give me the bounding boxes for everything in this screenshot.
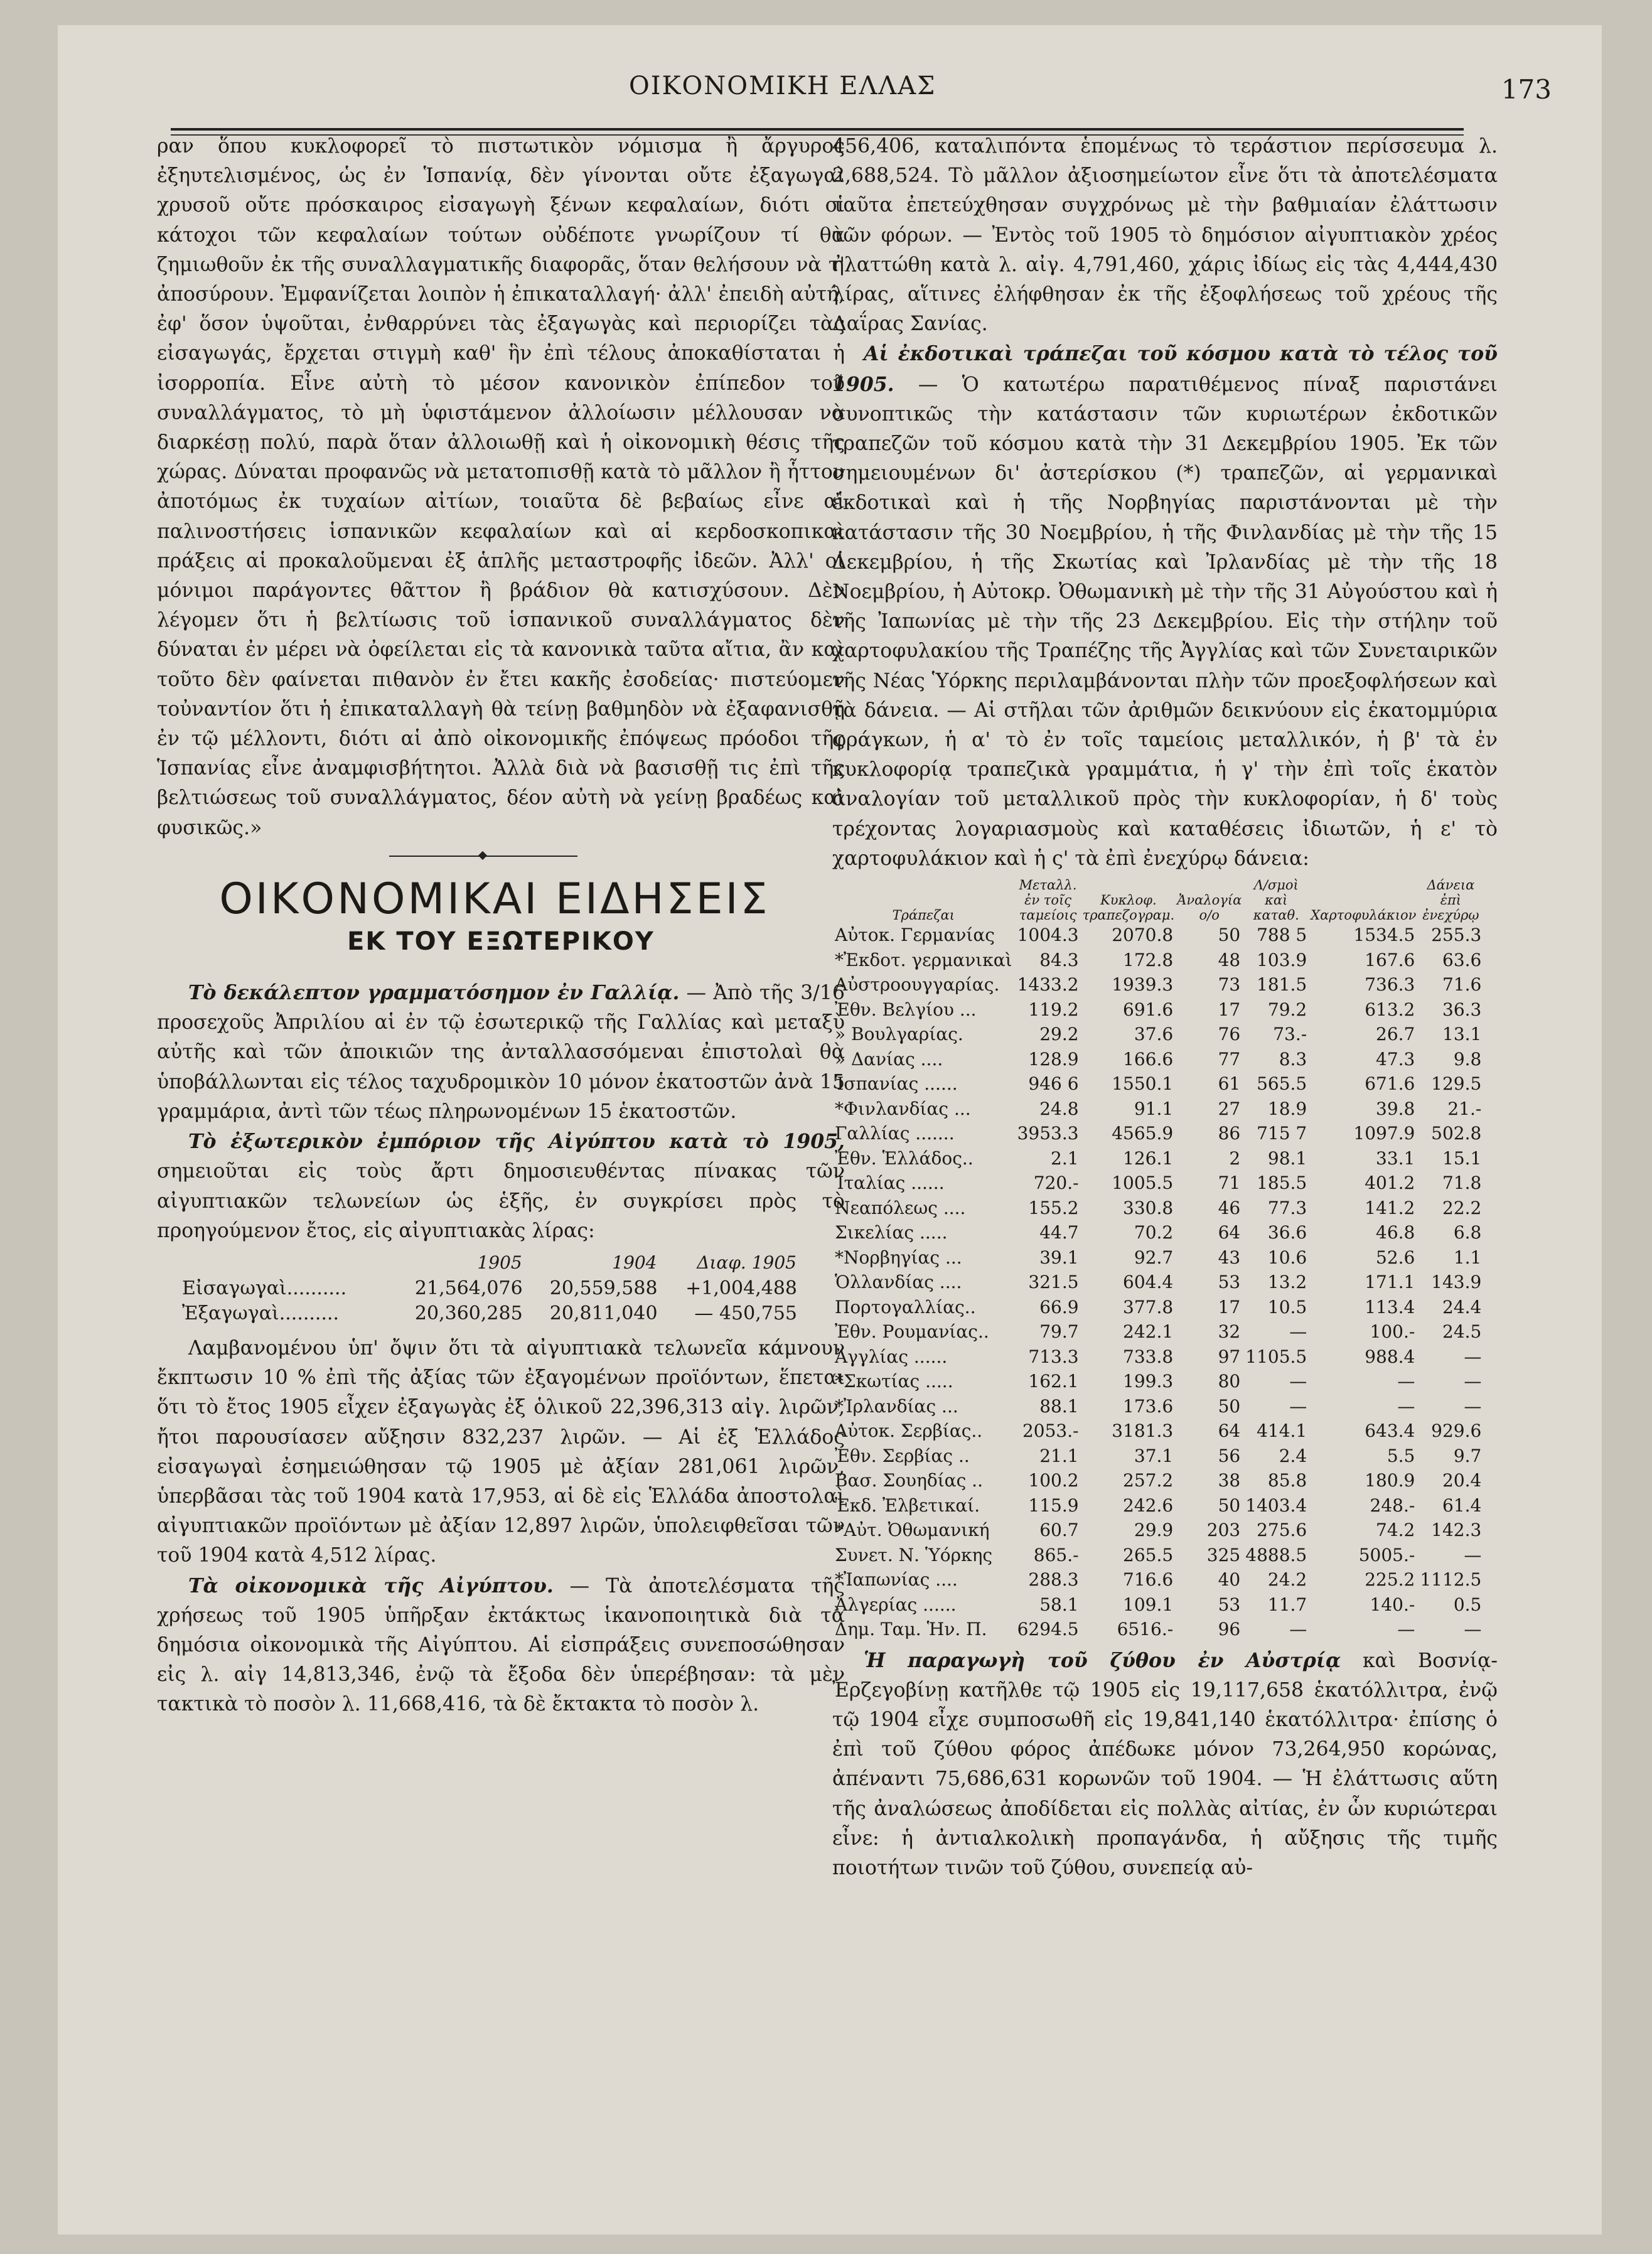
news-text-continued: Λαμβανομένου ὑπ' ὄψιν ὅτι τὰ αἰγυπτιακὰ τελωνεῖα κάμνουν ἔκπτωσιν 10 % ἐπὶ τῆς ἀξίας τῶν ἐξαγομένων προϊόντων, ἕπεται ὅτι τὸ ἔτος 1905 εἶχεν ἐξαγωγὰς ἐξ ὁλικοῦ 22,396,313 αἰγ. λιρῶν, ἤτοι παρουσίασεν αὔξησιν 832,237 λιρῶν. — Αἱ ἐξ Ἑλλάδος εἰσαγωγαὶ ἐσημειώθησαν τῷ 1905 μὲ ἀξίαν 281,061 λιρῶν, ὑπερβᾶσαι τὰς τοῦ 1904 κατὰ 17,953, αἱ δὲ εἰς Ἑλλάδα ἀποστολαὶ αἰγυπτιακῶν προϊόντων μὲ ἀξίαν 12,897 λιρῶν, ὑπολειφθεῖσαι τῶν τοῦ 1904 κατὰ 4,512 λίρας. bbox=[157, 1336, 845, 1567]
table-cell: 37.1 bbox=[1134, 1445, 1174, 1466]
table-cell: 2053.- bbox=[1022, 1420, 1079, 1442]
bank-name-cell: *Φινλανδίας ... bbox=[835, 1098, 971, 1119]
table-cell: — 450,755 bbox=[694, 1302, 797, 1324]
table-cell: 76 bbox=[1218, 1024, 1241, 1045]
table-header-cell: Τράπεζαι bbox=[892, 908, 955, 923]
table-cell: 2070.8 bbox=[1112, 925, 1174, 946]
table-cell: 1534.5 bbox=[1353, 925, 1415, 946]
table-cell: 53 bbox=[1218, 1594, 1241, 1615]
table-cell: 85.8 bbox=[1267, 1470, 1307, 1491]
table-cell: 713.3 bbox=[1028, 1346, 1079, 1367]
table-cell: 325 bbox=[1206, 1544, 1241, 1565]
section-subtitle: ΕΚ ΤΟΥ ΕΞΩΤΕΡΙΚΟΥ bbox=[347, 926, 655, 956]
bank-name-cell: Ἀγγλίας ...... bbox=[835, 1346, 948, 1367]
table-cell: 56 bbox=[1218, 1445, 1241, 1466]
table-cell: 255.3 bbox=[1431, 925, 1482, 946]
page bbox=[58, 25, 1602, 2235]
bank-name-cell: Αὐτοκ. Γερμανίας bbox=[835, 925, 995, 946]
table-row bbox=[832, 1444, 1484, 1469]
table-cell: 38 bbox=[1218, 1470, 1241, 1491]
table-cell: 48 bbox=[1218, 949, 1241, 970]
table-cell: 1097.9 bbox=[1353, 1123, 1415, 1144]
table-row bbox=[832, 1419, 1484, 1444]
table-cell: 21,564,076 bbox=[414, 1277, 523, 1299]
table-cell: 715 7 bbox=[1257, 1123, 1307, 1144]
table-cell: 58.1 bbox=[1039, 1594, 1079, 1615]
table-row bbox=[832, 1567, 1484, 1592]
news-heading: Ἡ παραγωγὴ τοῦ ζύθου ἐν Αὐστρίᾳ bbox=[864, 1648, 1341, 1672]
table-cell: 401.2 bbox=[1365, 1173, 1415, 1194]
table-cell: 141.2 bbox=[1365, 1197, 1415, 1218]
table-cell: 265.5 bbox=[1123, 1544, 1174, 1565]
table-cell: — bbox=[1464, 1395, 1482, 1417]
news-item-beer bbox=[832, 1646, 1498, 1884]
table-cell: — bbox=[1397, 1371, 1415, 1392]
table-cell: — bbox=[1464, 1371, 1482, 1392]
table-row bbox=[832, 948, 1484, 973]
table-cell: 180.9 bbox=[1365, 1470, 1415, 1491]
table-header-cell: Λ/σμοὶ καὶ καταθ. bbox=[1253, 877, 1299, 923]
table-cell: 46.8 bbox=[1376, 1222, 1415, 1243]
table-cell: 29.9 bbox=[1134, 1520, 1174, 1541]
table-cell: 275.6 bbox=[1257, 1520, 1307, 1541]
bank-name-cell: Ἐθν. Ρουμανίας.. bbox=[835, 1321, 989, 1343]
bank-name-cell: Ὁλλανδίας .... bbox=[835, 1272, 962, 1293]
table-cell: 6.8 bbox=[1453, 1222, 1482, 1243]
table-cell: 671.6 bbox=[1365, 1073, 1415, 1095]
table-cell: 1112.5 bbox=[1420, 1569, 1482, 1591]
table-cell: 50 bbox=[1218, 1495, 1241, 1516]
table-cell: 71.8 bbox=[1442, 1173, 1482, 1194]
table-cell: 199.3 bbox=[1123, 1371, 1174, 1392]
table-row bbox=[832, 1344, 1484, 1370]
bank-name-cell: *Σκωτίας ..... bbox=[835, 1371, 953, 1392]
table-cell: 4888.5 bbox=[1245, 1544, 1307, 1565]
table-cell: 79.7 bbox=[1039, 1321, 1079, 1343]
table-cell: 4565.9 bbox=[1112, 1123, 1174, 1144]
table-cell: — bbox=[1464, 1346, 1482, 1367]
news-heading: Τὸ δεκάλεπτον γραμματόσημον ἐν Γαλλίᾳ. bbox=[188, 981, 680, 1005]
table-cell: 1005.5 bbox=[1112, 1173, 1174, 1194]
table-cell: 97 bbox=[1218, 1346, 1241, 1367]
bank-name-cell: Ἐκδ. Ἐλβετικαί. bbox=[835, 1495, 980, 1516]
header-rule bbox=[171, 128, 1464, 131]
table-cell: 24.2 bbox=[1267, 1569, 1307, 1591]
table-row bbox=[832, 1394, 1484, 1419]
table-cell: — bbox=[1397, 1395, 1415, 1417]
bank-name-cell: Νεαπόλεως .... bbox=[835, 1197, 966, 1218]
table-row bbox=[832, 972, 1484, 997]
table-cell: 140.- bbox=[1370, 1594, 1415, 1615]
table-cell: 9.8 bbox=[1453, 1048, 1482, 1070]
bank-name-cell: Ἐθν. Ἑλλάδος.. bbox=[835, 1147, 973, 1169]
table-row bbox=[832, 1220, 1484, 1245]
table-cell: 47.3 bbox=[1376, 1048, 1415, 1070]
table-cell: 155.2 bbox=[1028, 1197, 1079, 1218]
table-cell: 20,559,588 bbox=[549, 1277, 658, 1299]
table-cell: 865.- bbox=[1033, 1544, 1079, 1565]
table-cell: 36.3 bbox=[1442, 999, 1482, 1020]
table-cell: 29.2 bbox=[1039, 1024, 1079, 1045]
table-cell: 17 bbox=[1218, 999, 1241, 1020]
bank-name-cell: *Ἰρλανδίας ... bbox=[835, 1395, 958, 1417]
table-cell: 61 bbox=[1218, 1073, 1241, 1095]
table-cell: 100.- bbox=[1370, 1321, 1415, 1343]
table-cell: 946 6 bbox=[1028, 1073, 1079, 1095]
table-cell: 330.8 bbox=[1123, 1197, 1174, 1218]
table-header-cell: Ἀναλογία ο/ο bbox=[1177, 893, 1242, 923]
table-cell: 242.6 bbox=[1123, 1495, 1174, 1516]
news-heading: Τὰ οἰκονομικὰ τῆς Αἰγύπτου. bbox=[188, 1574, 554, 1597]
table-row bbox=[832, 1270, 1484, 1295]
table-cell: 20,360,285 bbox=[414, 1302, 523, 1324]
table-cell: 46 bbox=[1218, 1197, 1241, 1218]
table-cell: 77.3 bbox=[1267, 1197, 1307, 1218]
table-cell: 115.9 bbox=[1028, 1495, 1079, 1516]
table-cell: 73 bbox=[1218, 974, 1241, 996]
table-cell: 71.6 bbox=[1442, 974, 1482, 996]
table-cell: +1,004,488 bbox=[685, 1277, 797, 1299]
table-cell: 11.7 bbox=[1267, 1594, 1307, 1615]
table-cell: Ἐξαγωγαὶ.......... bbox=[182, 1302, 340, 1324]
table-cell: 2.1 bbox=[1051, 1147, 1079, 1169]
table-cell: 613.2 bbox=[1365, 999, 1415, 1020]
issuing-banks-table bbox=[832, 877, 1484, 1642]
table-cell: 32 bbox=[1218, 1321, 1241, 1343]
table-cell: 39.8 bbox=[1376, 1098, 1415, 1119]
news-heading: Αἱ ἐκδοτικαὶ τράπεζαι τοῦ κόσμου κατὰ τὸ τέλος τοῦ 1905. bbox=[832, 342, 1498, 396]
table-cell: 24.5 bbox=[1442, 1321, 1482, 1343]
table-cell: 736.3 bbox=[1365, 974, 1415, 996]
table-cell: 74.2 bbox=[1376, 1520, 1415, 1541]
news-item-stamp bbox=[157, 978, 845, 1127]
bank-name-cell: Γαλλίας ....... bbox=[835, 1123, 955, 1144]
table-row bbox=[832, 1518, 1484, 1543]
table-header-cell: Μεταλλ. ἐν τοῖς ταμείοις bbox=[1019, 877, 1077, 923]
table-cell: 26.7 bbox=[1376, 1024, 1415, 1045]
table-row bbox=[832, 1097, 1484, 1122]
table-cell: — bbox=[1289, 1395, 1307, 1417]
table-cell: 5.5 bbox=[1386, 1445, 1415, 1466]
table-row bbox=[832, 1543, 1484, 1568]
table-cell: 103.9 bbox=[1257, 949, 1307, 970]
table-cell: 8.3 bbox=[1279, 1048, 1307, 1070]
news-text: καὶ Βοσνίᾳ-Ἐρζεγοβίνῃ κατῆλθε τῷ 1905 εἰς 19,117,658 ἑκατόλλιτρα, ἐνῷ τῷ 1904 εἶχε συμποσωθῆ εἰς 19,841,140 ἑκατόλλιτρα· ἐπίσης ὁ ἐπὶ τοῦ ζύθου φόρος ἀπέδωκε μόνον 73,264,950 κορώνας, ἀπέναντι 75,686,631 κορωνῶν τοῦ 1904. — Ἡ ἐλάττωσις αὕτη τῆς ἀναλώσεως ἀποδίδεται εἰς πολλὰς αἰτίας, ἐν ὧν κυριώτεραι εἶνε: ἡ ἀντιαλκολικὴ προπαγάνδα, ἡ αὔξησις τῆς τιμῆς ποιοτήτων τινῶν τοῦ ζύθου, συνεπείᾳ αὐ- bbox=[832, 1649, 1498, 1879]
table-cell: 288.3 bbox=[1028, 1569, 1079, 1591]
table-row bbox=[832, 1369, 1484, 1394]
continued-paragraph: ραν ὅπου κυκλοφορεῖ τὸ πιστωτικὸν νόμισμα ἢ ἄργυρος ἐξηυτελισμένος, ὡς ἐν Ἱσπανίᾳ, δὲν γίνονται οὔτε ἐξαγωγαὶ χρυσοῦ οὔτε πρόσκαιρος εἰσαγωγὴ ξένων κεφαλαίων, διότι οἱ κάτοχοι τῶν κεφαλαίων τούτων οὐδέποτε γνωρίζουν τί θὰ ζημιωθοῦν ἐκ τῆς συναλλαγματικῆς διαφορᾶς, ὅταν θελήσουν νὰ τ' ἀποσύρουν. Ἐμφανίζεται λοιπὸν ἡ ἐπικαταλλαγή· ἀλλ' ἐπειδὴ αὐτή, ἐφ' ὅσον ὑψοῦται, ἐνθαρρύνει τὰς ἐξαγωγὰς καὶ περιορίζει τὰς εἰσαγωγάς, ἔρχεται στιγμὴ καθ' ἣν ἐπὶ τέλους ἀποκαθίσταται ἡ ἰσορροπία. Εἶνε αὐτὴ τὸ μέσον κανονικὸν ἐπίπεδον τοῦ συναλλάγματος, τὸ μὴ ὑφιστάμενον ἀλλοίωσιν μέλλουσαν νὰ διαρκέσῃ πολύ, παρὰ ὅταν ἀλλοιωθῇ καὶ ἡ οἰκονομικὴ θέσις τῆς χώρας. Δύναται προφανῶς νὰ μετατοπισθῇ κατὰ τὸ μᾶλλον ἢ ἧττον ἀποτόμως ἐκ τυχαίων αἰτίων, τοιαῦτα δὲ βεβαίως εἶνε αἱ παλινοστήσεις ἱσπανικῶν κεφαλαίων καὶ αἱ κερδοσκοπικαὶ πράξεις αἱ προκαλοῦμεναι ἐξ ἁπλῆς μεταστροφῆς ἰδεῶν. Ἀλλ' οἱ μόνιμοι παράγοντες θᾶττον ἢ βράδιον θὰ κατισχύσουν. Δὲν λέγομεν ὅτι ἡ βελτίωσις τοῦ ἱσπανικοῦ συναλλάγματος δὲν δύναται ἐν μέρει νὰ ὀφείλεται εἰς τὰ κανονικὰ ταῦτα αἴτια, ἂν καὶ τοῦτο δὲν φαίνεται πιθανὸν ἐν ἔτει κακῆς ἐσοδείας· πιστεύομεν τοὐναντίον ὅτι ἡ ἐπικαταλλαγὴ θὰ τείνῃ βαθμηδὸν νὰ ἐξαφανισθῇ ἐν τῷ μέλλοντι, διότι αἱ ἀπὸ οἰκονομικῆς ἐπόψεως πρόοδοι τῆς Ἱσπανίας εἶνε ἀναμφισβήτητοι. Ἀλλὰ διὰ νὰ βασισθῇ τις ἐπὶ τῆς βελτιώσεως τοῦ συναλλάγματος, δέον αὐτὴ νὰ γείνῃ βραδέως καὶ φυσικῶς.» bbox=[157, 135, 845, 839]
table-row bbox=[832, 1319, 1484, 1344]
running-title: ΟΙΚΟΝΟΜΙΚΗ ΕΛΛΑΣ bbox=[629, 72, 936, 100]
table-cell: 40 bbox=[1218, 1569, 1241, 1591]
table-cell: 113.4 bbox=[1365, 1296, 1415, 1318]
table-cell: 73.- bbox=[1273, 1024, 1307, 1045]
table-body bbox=[832, 923, 1484, 1642]
table-cell: 2.4 bbox=[1279, 1445, 1307, 1466]
table-cell: 6516.- bbox=[1117, 1619, 1174, 1640]
table-cell: 91.1 bbox=[1134, 1098, 1174, 1119]
table-row bbox=[832, 1196, 1484, 1221]
table-row bbox=[832, 1592, 1484, 1618]
table-row bbox=[832, 1468, 1484, 1493]
table-cell: — bbox=[1289, 1619, 1307, 1640]
table-cell: 377.8 bbox=[1123, 1296, 1174, 1318]
table-cell: 64 bbox=[1218, 1420, 1241, 1442]
table-cell: 119.2 bbox=[1028, 999, 1079, 1020]
table-cell: 1550.1 bbox=[1112, 1073, 1174, 1095]
table-cell: — bbox=[1289, 1321, 1307, 1343]
bank-name-cell: *Ἐκδοτ. γερμανικαὶ bbox=[835, 949, 1012, 970]
table-row bbox=[182, 1276, 797, 1301]
table-cell: 565.5 bbox=[1257, 1073, 1307, 1095]
table-cell: 36.6 bbox=[1267, 1222, 1307, 1243]
table-cell: 166.6 bbox=[1123, 1048, 1174, 1070]
table-cell: 3953.3 bbox=[1017, 1123, 1079, 1144]
table-cell: 53 bbox=[1218, 1272, 1241, 1293]
table-cell: 33.1 bbox=[1376, 1147, 1415, 1169]
table-cell: 10.5 bbox=[1267, 1296, 1307, 1318]
table-cell: 126.1 bbox=[1123, 1147, 1174, 1169]
table-cell: 929.6 bbox=[1431, 1420, 1482, 1442]
table-cell: 79.2 bbox=[1267, 999, 1307, 1020]
bank-name-cell: *Αὐτ. Ὀθωμανική bbox=[835, 1520, 990, 1541]
table-cell: 61.4 bbox=[1442, 1495, 1482, 1516]
table-cell: 92.7 bbox=[1134, 1247, 1174, 1268]
table-cell: — bbox=[1464, 1544, 1482, 1565]
table-cell: 185.5 bbox=[1257, 1173, 1307, 1194]
table-cell: 60.7 bbox=[1039, 1520, 1079, 1541]
bank-name-cell: Αὐτοκ. Σερβίας.. bbox=[835, 1420, 983, 1442]
section-separator bbox=[389, 852, 577, 861]
table-cell: 39.1 bbox=[1039, 1247, 1079, 1268]
table-row bbox=[832, 923, 1484, 948]
table-header-row bbox=[832, 877, 1484, 923]
table-cell: 203 bbox=[1206, 1520, 1241, 1541]
table-cell: 77 bbox=[1218, 1048, 1241, 1070]
table-row bbox=[832, 1295, 1484, 1320]
table-cell: 15.1 bbox=[1442, 1147, 1482, 1169]
table-cell: 225.2 bbox=[1365, 1569, 1415, 1591]
table-cell: 86 bbox=[1218, 1123, 1241, 1144]
table-cell: 13.2 bbox=[1267, 1272, 1307, 1293]
table-cell: 22.2 bbox=[1442, 1197, 1482, 1218]
news-text: — Ἀπὸ τῆς 3/16 προσεχοῦς Ἀπριλίου αἱ ἐν τῷ ἐσωτερικῷ τῆς Γαλλίας καὶ μεταξὺ αὐτῆς καὶ τῶν ἀποικιῶν της ἀνταλλασσόμεναι ἐπιστολαὶ θὰ ὑποβάλλωνται εἰς τέλος ταχυδρομικὸν 10 μόνον ἑκατοστῶν ἀνὰ 15 γραμμάρια, ἀντὶ τῶν τέως πληρωνομένων 15 ἑκατοστῶν. bbox=[157, 982, 845, 1123]
table-cell: 66.9 bbox=[1039, 1296, 1079, 1318]
table-header-cell bbox=[182, 1250, 388, 1276]
table-cell: — bbox=[1464, 1619, 1482, 1640]
table-row bbox=[832, 1245, 1484, 1270]
table-cell: 414.1 bbox=[1257, 1420, 1307, 1442]
table-cell: 143.9 bbox=[1431, 1272, 1482, 1293]
news-item-egypt-trade bbox=[157, 1127, 845, 1246]
bank-name-cell: Ἐθν. Βελγίου ... bbox=[835, 999, 977, 1020]
table-cell: 21.1 bbox=[1039, 1445, 1079, 1466]
table-cell: 43 bbox=[1218, 1247, 1241, 1268]
bank-name-cell: Βασ. Σουηδίας .. bbox=[835, 1470, 983, 1491]
table-cell: 98.1 bbox=[1267, 1147, 1307, 1169]
ornament-diamond-icon bbox=[478, 851, 487, 860]
table-cell: 988.4 bbox=[1365, 1346, 1415, 1367]
table-cell: 20.4 bbox=[1442, 1470, 1482, 1491]
bank-name-cell: » Βουλγαρίας. bbox=[835, 1024, 963, 1045]
table-cell: 64 bbox=[1218, 1222, 1241, 1243]
bank-name-cell: Σικελίας ..... bbox=[835, 1222, 948, 1243]
bank-name-cell: *Νορβηγίας ... bbox=[835, 1247, 962, 1268]
table-cell: — bbox=[1289, 1371, 1307, 1392]
table-cell: 17 bbox=[1218, 1296, 1241, 1318]
table-cell: 142.3 bbox=[1431, 1520, 1482, 1541]
table-cell: 70.2 bbox=[1134, 1222, 1174, 1243]
page-header bbox=[58, 55, 1602, 105]
table-cell: 24.4 bbox=[1442, 1296, 1482, 1318]
bank-name-cell: Αὐστροουγγαρίας. bbox=[835, 974, 1000, 996]
table-cell: 242.1 bbox=[1123, 1321, 1174, 1343]
table-cell: 50 bbox=[1218, 1395, 1241, 1417]
table-header-cell: Δάνεια ἐπὶ ἐνεχύρῳ bbox=[1422, 877, 1479, 923]
table-header-cell: 1905 bbox=[477, 1252, 522, 1273]
table-cell: 1105.5 bbox=[1245, 1346, 1307, 1367]
news-heading: Τὸ ἐξωτερικὸν ἐμπόριον τῆς Αἰγύπτου κατὰ τὸ 1905, bbox=[188, 1130, 845, 1154]
table-cell: 71 bbox=[1218, 1173, 1241, 1194]
table-header-cell: Κυκλοφ. τραπεζογραμ. bbox=[1082, 893, 1175, 923]
bank-name-cell: Ἀλγερίας ...... bbox=[835, 1594, 957, 1615]
table-cell: 167.6 bbox=[1365, 949, 1415, 970]
table-cell: — bbox=[1397, 1619, 1415, 1640]
table-header-row bbox=[182, 1250, 797, 1276]
table-cell: 1004.3 bbox=[1017, 925, 1079, 946]
table-cell: 9.7 bbox=[1453, 1445, 1482, 1466]
news-item-egypt-finance bbox=[157, 1571, 845, 1720]
table-cell: 27 bbox=[1218, 1098, 1241, 1119]
table-cell: 88.1 bbox=[1039, 1395, 1079, 1417]
table-cell: 248.- bbox=[1370, 1495, 1415, 1516]
news-text: σημειοῦται εἰς τοὺς ἄρτι δημοσιευθέντας πίνακας τῶν αἰγυπτιακῶν τελωνείων ὡς ἑξῆς, ἐν συγκρίσει πρὸς τὸ προηγούμενον ἔτος, εἰς αἰγυπτιακὰς λίρας: bbox=[157, 1160, 845, 1242]
table-row bbox=[832, 1121, 1484, 1146]
table-cell: 80 bbox=[1218, 1371, 1241, 1392]
table-row bbox=[832, 997, 1484, 1022]
continued-paragraph: 456,406, καταλιπόντα ἑπομένως τὸ τεράστιον περίσσευμα λ. 2,688,524. Τὸ μᾶλλον ἀξιοσημείωτον εἶνε ὅτι τὰ ἀποτελέσματα ταῦτα ἐπετεύχθησαν συγχρόνως μὲ τὴν βαθμιαίαν ἐλάττωσιν τῶν φόρων. — Ἐντὸς τοῦ 1905 τὸ δημόσιον αἰγυπτιακὸν χρέος ἠλαττώθη κατὰ λ. αἰγ. 4,791,460, χάρις ἰδίως εἰς τὰς 4,444,430 λίρας, αἵτινες ἐλήφθησαν ἐκ τῆς ἐξοφλήσεως τοῦ χρέους τῆς Δαΐρας Σανίας. bbox=[832, 135, 1498, 336]
left-column bbox=[157, 132, 845, 1720]
table-cell: 100.2 bbox=[1028, 1470, 1079, 1491]
bank-name-cell: Δημ. Ταμ. Ἡν. Π. bbox=[835, 1619, 987, 1640]
table-cell: 502.8 bbox=[1431, 1123, 1482, 1144]
table-cell: 162.1 bbox=[1028, 1371, 1079, 1392]
table-cell: 2 bbox=[1229, 1147, 1241, 1169]
bank-name-cell: Ἰταλίας ...... bbox=[835, 1173, 945, 1194]
table-cell: 20,811,040 bbox=[549, 1302, 658, 1324]
table-cell: 733.8 bbox=[1123, 1346, 1174, 1367]
table-cell: 109.1 bbox=[1123, 1594, 1174, 1615]
table-cell: 13.1 bbox=[1442, 1024, 1482, 1045]
table-cell: 0.5 bbox=[1453, 1594, 1482, 1615]
table-cell: 720.- bbox=[1033, 1173, 1079, 1194]
table-cell: 52.6 bbox=[1376, 1247, 1415, 1268]
bank-name-cell: Συνετ. Ν. Ὑόρκης bbox=[835, 1544, 993, 1565]
table-cell: 691.6 bbox=[1123, 999, 1174, 1020]
table-cell: 24.8 bbox=[1039, 1098, 1079, 1119]
table-header-cell: Χαρτοφυλάκιον bbox=[1311, 908, 1417, 923]
table-cell: 788 5 bbox=[1257, 925, 1307, 946]
table-cell: 1.1 bbox=[1453, 1247, 1482, 1268]
table-row bbox=[832, 1171, 1484, 1196]
table-cell: 3181.3 bbox=[1112, 1420, 1174, 1442]
bank-name-cell: Ἐθν. Σερβίας .. bbox=[835, 1445, 970, 1466]
egypt-trade-table bbox=[182, 1250, 797, 1326]
table-cell: 1433.2 bbox=[1017, 974, 1079, 996]
page-number: 173 bbox=[1501, 74, 1552, 105]
table-row bbox=[832, 1146, 1484, 1171]
news-text: — Ὁ κατωτέρω παρατιθέμενος πίναξ παριστάνει συνοπτικῶς τὴν κατάστασιν τῶν κυριωτέρων ἐκδοτικῶν τραπεζῶν τοῦ κόσμου κατὰ τὴν 31 Δεκεμβρίου 1905. Ἐκ τῶν σημειουμένων δι' ἀστερίσκου (*) τραπεζῶν, αἱ γερμανικαὶ ἐκδοτικαὶ καὶ ἡ τῆς Νορβηγίας παριστάνονται μὲ τὴν κατάστασιν τῆς 30 Νοεμβρίου, ἡ τῆς Φινλανδίας μὲ τὴν τῆς 15 Δεκεμβρίου, ἡ τῆς Σκωτίας καὶ Ἰρλανδίας μὲ τὴν τῆς 18 Νοεμβρίου, ἡ Αὐτοκρ. Ὀθωμανικὴ μὲ τὴν τῆς 31 Αὐγούστου καὶ ἡ τῆς Ἰαπωνίας μὲ τὴν τῆς 23 Δεκεμβρίου. Εἰς τὴν στήλην τοῦ χαρτοφυλακίου τῆς Τραπέζης τῆς Ἀγγλίας καὶ τῶν Συνεταιρικῶν τῆς Νέας Ὑόρκης περιλαμβάνονται πλὴν τῶν προεξοφλήσεων καὶ τὰ δάνεια. — Αἱ στῆλαι τῶν ἀριθμῶν δεικνύουν εἰς ἑκατομμύρια φράγκων, ἡ α' τὸ ἐν τοῖς ταμείοις μεταλλικόν, ἡ β' τὰ ἐν κυκλοφορίᾳ τραπεζικὰ γραμμάτια, ἡ γ' τὴν ἐπὶ τοῖς ἑκατὸν ἀναλογίαν τοῦ μεταλλικοῦ πρὸς τὴν κυκλοφορίαν, ἡ δ' τοὺς τρέχοντας λογαριασμοὺς καὶ καταθέσεις ἰδιωτῶν, ἡ ε' τὸ χαρτοφυλάκιον καὶ ἡ ς' τὰ ἐπὶ ἐνεχύρῳ δάνεια: bbox=[832, 373, 1498, 870]
right-column bbox=[832, 132, 1498, 1883]
bank-name-cell: Ἱσπανίας ...... bbox=[835, 1073, 958, 1095]
table-row bbox=[832, 1071, 1484, 1097]
table-row bbox=[832, 1047, 1484, 1072]
table-cell: 173.6 bbox=[1123, 1395, 1174, 1417]
table-cell: 21.- bbox=[1447, 1098, 1482, 1119]
table-cell: 37.6 bbox=[1134, 1024, 1174, 1045]
table-cell: 10.6 bbox=[1267, 1247, 1307, 1268]
table-cell: 6294.5 bbox=[1017, 1619, 1079, 1640]
table-row bbox=[832, 1493, 1484, 1518]
news-item-banks bbox=[832, 339, 1498, 874]
table-cell: 128.9 bbox=[1028, 1048, 1079, 1070]
table-cell: 257.2 bbox=[1123, 1470, 1174, 1491]
table-cell: 643.4 bbox=[1365, 1420, 1415, 1442]
table-cell: 171.1 bbox=[1365, 1272, 1415, 1293]
table-row bbox=[182, 1301, 797, 1326]
table-cell: 84.3 bbox=[1039, 949, 1079, 970]
table-cell: 321.5 bbox=[1028, 1272, 1079, 1293]
table-cell: 18.9 bbox=[1267, 1098, 1307, 1119]
table-cell: 50 bbox=[1218, 925, 1241, 946]
table-cell: 1939.3 bbox=[1112, 974, 1174, 996]
bank-name-cell: » Δανίας .... bbox=[835, 1048, 943, 1070]
news-text: — Τὰ ἀποτελέσματα τῆς χρήσεως τοῦ 1905 ὑπῆρξαν ἐκτάκτως ἱκανοποιητικὰ διὰ τὰ δημόσια οἰκονομικὰ τῆς Αἰγύπτου. Αἱ εἰσπράξεις συνεποσώθησαν εἰς λ. αἰγ 14,813,346, ἐνῷ τὰ ἔξοδα δὲν ὑπερέβησαν: τὰ μὲν τακτικὰ τὸ ποσὸν λ. 11,668,416, τὰ δὲ ἔκτακτα τὸ ποσὸν λ. bbox=[157, 1574, 845, 1716]
table-row bbox=[832, 1022, 1484, 1047]
table-cell: Εἰσαγωγαὶ.......... bbox=[182, 1277, 347, 1299]
bank-name-cell: *Ἰαπωνίας .... bbox=[835, 1569, 958, 1591]
table-cell: 129.5 bbox=[1431, 1073, 1482, 1095]
table-cell: 716.6 bbox=[1123, 1569, 1174, 1591]
table-header-cell: Διαφ. 1905 bbox=[697, 1252, 796, 1273]
bank-name-cell: Πορτογαλλίας.. bbox=[835, 1296, 976, 1318]
table-cell: 5005.- bbox=[1358, 1544, 1415, 1565]
table-cell: 181.5 bbox=[1257, 974, 1307, 996]
table-cell: 44.7 bbox=[1039, 1222, 1079, 1243]
table-row bbox=[832, 1617, 1484, 1642]
table-cell: 96 bbox=[1218, 1619, 1241, 1640]
table-cell: 63.6 bbox=[1442, 949, 1482, 970]
table-cell: 1403.4 bbox=[1245, 1495, 1307, 1516]
table-header-cell: 1904 bbox=[612, 1252, 657, 1273]
table-cell: 172.8 bbox=[1123, 949, 1174, 970]
section-title: ΟΙΚΟΝΟΜΙΚΑΙ ΕΙΔΗΣΕΙΣ bbox=[219, 874, 770, 924]
table-cell: 604.4 bbox=[1123, 1272, 1174, 1293]
